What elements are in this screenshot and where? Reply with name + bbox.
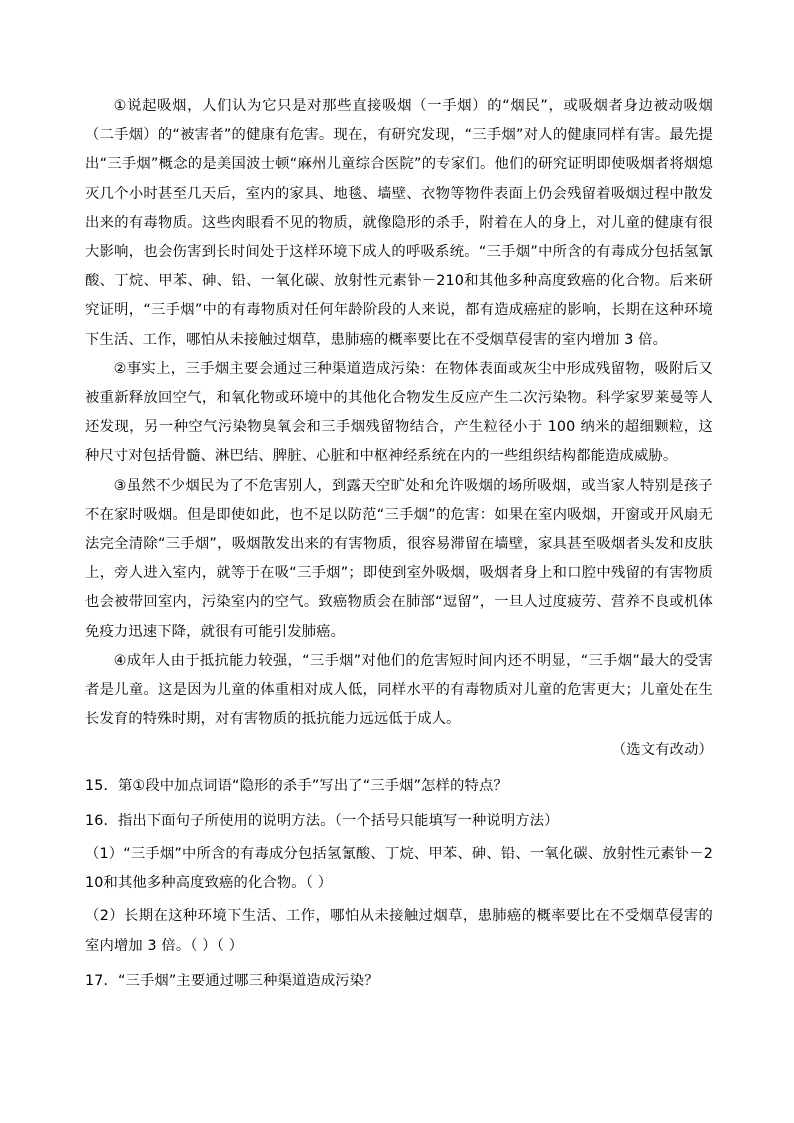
- passage-attribution: （选文有改动）: [611, 742, 713, 759]
- document-content: [85, 92, 713, 996]
- passage-paragraph-3: ③虽然不少烟民为了不危害别人，到露天空旷处和允许吸烟的场所吸烟，或当家人特别是孩子不在家时吸烟。但是即使如此，也不足以防范“三手烟”的危害：如果在室内吸烟，开窗或开风扇无法完全清除“三手烟”，吸烟散发出来的有害物质，很容易滞留在墙壁，家具甚至吸烟者头发和皮肤上，旁人进入室内，就等于在吸“三手烟”；即使到室外吸烟，吸烟者身上和口腔中残留的有害物质也会被带回室内，污染室内的空气。致癌物质会在肺部“逗留”，一旦人过度疲劳、营养不良或机体免疫力迅速下降，就很有可能引发肺癌。: [85, 477, 713, 640]
- question-15: 15．第①段中加点词语“隐形的杀手”写出了“三手烟”怎样的特点？: [85, 777, 508, 794]
- passage-paragraph-4: ④成年人由于抵抗能力较强，“三手烟”对他们的危害短时间内还不明显，“三手烟”最大的受害者是儿童。这是因为儿童的体重相对成人低，同样水平的有毒物质对儿童的危害更大；儿童处在生长发育的特殊时期，对有害物质的抵抗能力远远低于成人。: [85, 652, 713, 728]
- passage-paragraph-1: ①说起吸烟，人们认为它只是对那些直接吸烟（一手烟）的“烟民”，或吸烟者身边被动吸烟（二手烟）的“被害者”的健康有危害。现在，有研究发现，“三手烟”对人的健康同样有害。最先提出“三手烟”概念的是美国波士顿“麻州儿童综合医院”的专家们。他们的研究证明即使吸烟者将烟熄灭几个小时甚至几天后，室内的家具、地毯、墙壁、衣物等物件表面上仍会残留着吸烟过程中散发出来的有毒物质。这些肉眼看不见的物质，就像隐形的杀手，附着在人的身上，对儿童的健康有很大影响，也会伤害到长时间处于这样环境下成人的呼吸系统。“三手烟”中所含的有毒成分包括氢氰酸、丁烷、甲苯、砷、铅、一氧化碳、放射性元素钋－210和其他多种高度致癌的化合物。后来研究证明，“三手烟”中的有毒物质对任何年龄阶段的人来说，都有造成癌症的影响，长期在这种环境下生活、工作，哪怕从未接触过烟草，患肺癌的概率要比在不受烟草侵害的室内增加 3 倍。: [85, 98, 713, 348]
- passage-paragraph-2: ②事实上，三手烟主要会通过三种渠道造成污染：在物体表面或灰尘中形成残留物，吸附后又被重新释放回空气，和氧化物或环境中的其他化合物发生反应产生二次污染物。科学家罗莱曼等人还发现，另一种空气污染物臭氧会和三手烟残留物结合，产生粒径小于 100 纳米的超细颗粒，这种尺寸对包括骨髓、淋巴结、脾脏、心脏和中枢神经系统在内的一些组织结构都能造成威胁。: [85, 360, 713, 465]
- question-16-sub-1: （1）“三手烟”中所含的有毒成分包括氢氰酸、丁烷、甲苯、砷、铅、一氧化碳、放射性元素钋－210和其他多种高度致癌的化合物。（ ）: [85, 846, 713, 892]
- question-17: 17．“三手烟”主要通过哪三种渠道造成污染？: [85, 972, 379, 989]
- question-16: 16．指出下面句子所使用的说明方法。（一个括号只能填写一种说明方法）: [85, 812, 559, 829]
- question-16-sub-2: （2）长期在这种环境下生活、工作，哪怕从未接触过烟草，患肺癌的概率要比在不受烟草侵害的室内增加 3 倍。（ ）（ ）: [85, 908, 713, 954]
